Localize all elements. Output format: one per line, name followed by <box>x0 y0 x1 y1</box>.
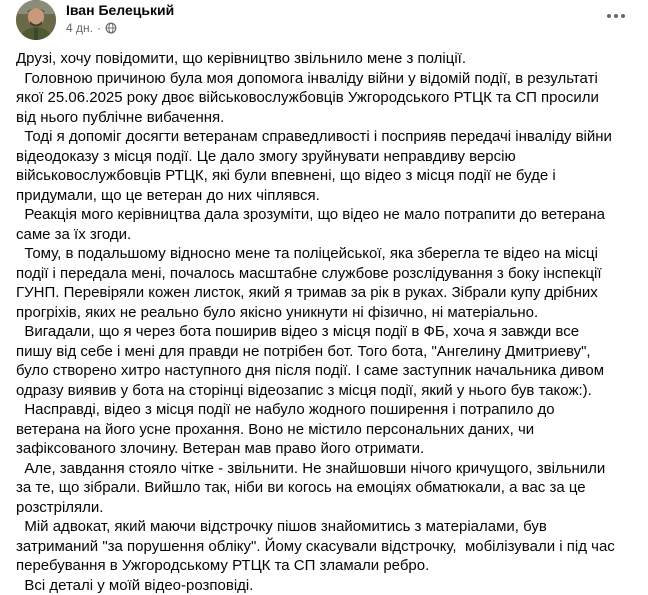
post-paragraph: Головною причиною була моя допомога інваліду війни у відомій події, в результаті якої 25.06.2025 року двоє військовослужбовців Ужгородського РТЦК та СП просили від нього публічне вибачення. <box>16 69 616 128</box>
post-time[interactable]: 4 дн. <box>66 20 93 36</box>
post-paragraph: Тому, в подальшому відносно мене та поліцейської, яка зберегла те відео на місці події і передала мені, почалось масштабне службове розслідування з боку інспекції ГУНП. Перевіряли кожен листок, який я тримав за рік в руках. Зібрали купу дрібних прогріхів, яких не реально було якісно уникнути ні фізично, ні матеріально. <box>16 244 616 322</box>
author-name[interactable]: Іван Белецький <box>66 1 174 19</box>
avatar-image <box>16 0 56 40</box>
post-paragraph: Мій адвокат, який маючи відстрочку пішов знайомитись з матеріалами, був затриманий "за порушення обліку". Йому скасували відстрочку, мобілізували і під час перебування в Ужгородському РТЦК та СП зламали ребро. <box>16 517 616 576</box>
post-paragraph: Але, завдання стояло чітке - звільнити. Не знайшовши нічого кричущого, звільнили за те, що зібрали. Вийшло так, ніби ви когось на емоціях обматюкали, а вас за це розстріляли. <box>16 459 616 518</box>
post-meta <box>66 20 117 36</box>
globe-icon <box>105 22 117 34</box>
more-options-icon[interactable] <box>600 4 632 28</box>
post-paragraph: Реакція мого керівництва дала зрозуміти, що відео не мало потрапити до ветерана саме за їх згоди. <box>16 205 616 244</box>
post-paragraph: Всі деталі у моїй відео-розповіді. <box>16 576 616 595</box>
post-paragraph: Друзі, хочу повідомити, що керівництво звільнило мене з поліції. <box>16 49 616 69</box>
meta-separator: · <box>97 20 101 36</box>
post-paragraph: Тоді я допоміг досягти ветеранам справедливості і посприяв передачі інваліду війни відеодоказу з місця події. Це дало змогу зруйнувати неправдиву версію військовослужбовців РТЦК, які були впевнені, що відео з місця події не буде і придумали, що це ветеран до них чіплявся. <box>16 127 616 205</box>
post-paragraph: Насправді, відео з місця події не набуло жодного поширення і потрапило до ветерана на його усне прохання. Воно не містило персональних даних, чи зафіксованого злочину. Ветеран мав право його отримати. <box>16 400 616 459</box>
post-paragraph: Вигадали, що я через бота поширив відео з місця події в ФБ, хоча я завжди все пишу від себе і мені для правди не потрібен бот. Того бота, "Ангелину Дмитриеву", було створено хитро наступного дня після події. І саме заступник начальника дивом одразу виявив у бота на сторінці відеозапис з місця події, який у нього був також:). <box>16 322 616 400</box>
avatar[interactable] <box>16 0 56 40</box>
post-header <box>16 0 632 44</box>
post-text <box>16 49 616 595</box>
